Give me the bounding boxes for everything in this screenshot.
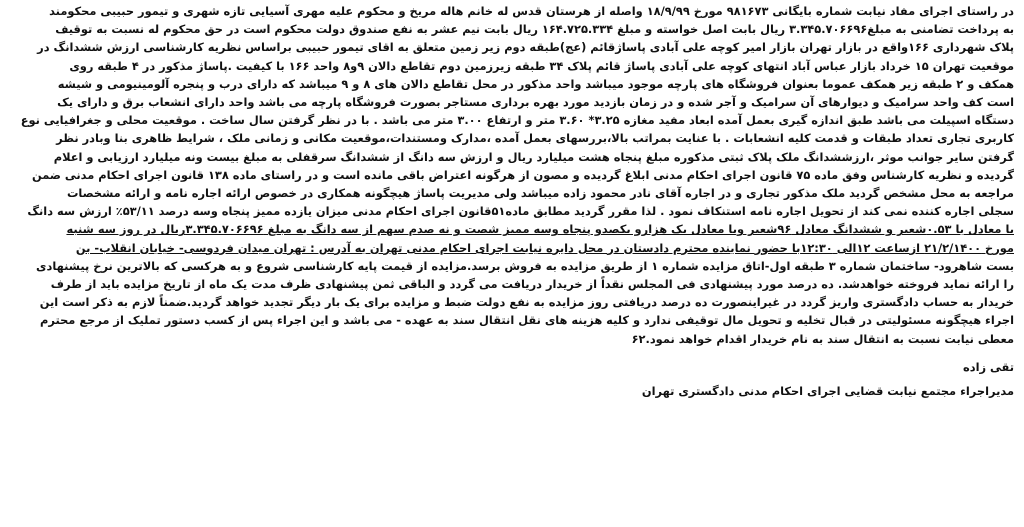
notice-line: خریدار به حساب دادگستری واریز گردد در غیراینصورت ده درصد دریافتی روز مزایده به نفع دولت ضبط و مزایده برای یک بار دیگر تجدید خواهد گردید.ضمناً لازم به ذکر است این xyxy=(39,295,1014,310)
notice-line: را ارائه نماید فروخته خواهدشد. ده درصد مورد پیشنهادی فی المجلس نقداً از خریدار دریافت می گردد و الباقی ثمن پیشنهادی ظرف مدت یک ماه از تاریخ مزایده باید از طرف xyxy=(50,277,1014,292)
notice-line: بست شاهرود- ساختمان شماره ۳ طبقه اول-اتاق مزایده شماره ۱ از طریق مزایده به فروش برسد.مزایده از قیمت پایه کارشناسی شروع و به هرکسی که بالاترین نرخ پیشنهادی xyxy=(36,258,1014,273)
notice-line: مراجعه به محل مشخص گردید ملک مذکور تجاری و در اجاره آقای نادر محمود زاده میباشد ولی مدیریت پاساژ هیچگونه همکاری در خصوص ارائه اجاره نامه و ارائه مشخصات xyxy=(66,186,1014,201)
notice-line: همکف و ۲ طبقه زیر همکف عموما بعنوان فروشگاه های پارچه موجود میباشد واحد مذکور در محل تقاطع دالان های ۸ و ۹ میباشد که دارای درب و پنجره آلومینیومی و شیشه xyxy=(57,76,1014,91)
notice-line: اجراء هیچگونه مسئولیتی در قبال تخلیه و تحویل مال توقیفی ندارد و کلیه هزینه های نقل انتقال سند به عهده - می باشد و این اجراء پس از کسب دستور تملیک از مرجع محترم xyxy=(40,313,1014,328)
notice-line: دستگاه اسپیلت می باشد طبق اندازه گیری بعمل آمده ابعاد مفید مغازه ۳.۲۵* ۳.۶۰ متر و ارتفاع ۳.۰۰ متر می باشد . با در نظر گرفتن سال ساخت . موقعیت محلی و جغرافیایی نوع xyxy=(20,113,1014,128)
notice-line-underlined: مورخ ۲۱/۲/۱۴۰۰ ازساعت ۱۲الی ۱۲:۳۰با حضور نماینده محترم دادستان در محل دایره نیابت اجرای احکام مدنی تهران به آدرس : تهران میدان فردوسی- خیابان انقلاب- بن xyxy=(75,240,1014,255)
notice-line: موقعیت تهران ۱۵ خرداد بازار عباس آباد انتهای کوچه علی آبادی پاساژ قائم پلاک ۳۴ طبقه زیرزمین دوم تقاطع دالان ۹و۸ واحد ۱۶۶ با کیفیت .پاساژ مذکور در ۴ طبقه روی xyxy=(69,58,1014,73)
signature-block xyxy=(10,358,1014,400)
notice-line: به پرداخت تضامنی به مبلغ۳.۳۴۵.۷۰۶۶۹۶ ریال بابت اصل خواسته و مبلغ ۱۶۴.۷۲۵.۳۳۴ ریال بابت نیم عشر به نفع صندوق دولت محکوم است در حق محکوم له نسبت به توقیف xyxy=(55,22,1014,37)
notice-line: پلاک شهرداری ۱۶۶واقع در بازار تهران بازار امیر کوچه علی آبادی پاساژقائم (عج)طبقه دوم زیر زمین متعلق به اقای تیمور حبیبی براساس نظریه کارشناسی ارزش ششدانگ در xyxy=(37,40,1014,55)
notice-line: گردیده و نظریه کارشناس وفق ماده ۷۵ قانون اجرای احکام مدنی ابلاغ گردیده و مصون از هرگونه اعتراض باقی مانده است و در راستای ماده ۱۳۸ قانون اجرای احکام مدنی ضمن xyxy=(32,167,1014,182)
signature-title: مدیراجراء مجتمع نیابت قضایی اجرای احکام مدنی دادگستری تهران xyxy=(641,383,1014,398)
notice-line: سجلی اجاره کننده نمی کند از تحویل اجاره نامه استنکاف نمود . لذا مقرر گردید مطابق ماده۵۱قانون اجرای احکام مدنی میزان یازده ممیز پنجاه وسه درصد ۵۳/۱۱٪ ارزش سه دانگ xyxy=(27,204,1014,219)
notice-line-underlined: یا معادل با ۰.۵۳شعیر و ششدانگ معادل ۹۶شعیر ویا معادل یک هزارو یکصدو پنجاه وسه ممیز شصت و نه صدم سهم از سه دانگ به مبلغ ۳.۳۴۵.۷۰۶۶۹۶ریال در روز سه شنبه xyxy=(66,222,1014,237)
notice-line: است کف واحد سرامیک و دیوارهای آن سرامیک و آجر شده و در زمان بازدید مورد بهره برداری مستاجر بصورت فروشگاه پارچه می باشد واحد دارای انشعاب برق و دارای یک xyxy=(57,95,1014,110)
notice-line: در راستای اجرای مفاد نیابت شماره بایگانی ۹۸۱۶۷۳ مورخ ۱۸/۹/۹۹ واصله از هرستان قدس له خانم هاله مریخ و محکوم علیه مهری آسیایی تازه شهری و تیمور حبیبی محکومند xyxy=(49,4,1014,18)
notice-body xyxy=(10,2,1014,348)
signature-name: تقی زاده xyxy=(963,359,1014,374)
notice-line: معطی نیابت نسبت به انتقال سند به نام خریدار اقدام خواهد نمود.۶۲ xyxy=(631,331,1014,346)
notice-line: گرفتن سایر جوانب موثر ،ارزششدانگ ملک پلاک ثبتی مذکوره مبلغ پنجاه هشت میلیارد ریال و ارزش سه دانگ از ششدانگ سرقفلی به مبلغ بیست ونه میلیارد ارزیابی و اعلام xyxy=(53,149,1014,164)
notice-line: کاربری تجاری تعداد طبقات و قدمت کلیه انشعابات . با عنایت بمراتب بالا،بررسهای بعمل آمده ،مدارک ومستندات،موقعیت مکانی و زمانی ملک ، شرایط ظاهری بنا وبادر نظر xyxy=(56,131,1014,146)
